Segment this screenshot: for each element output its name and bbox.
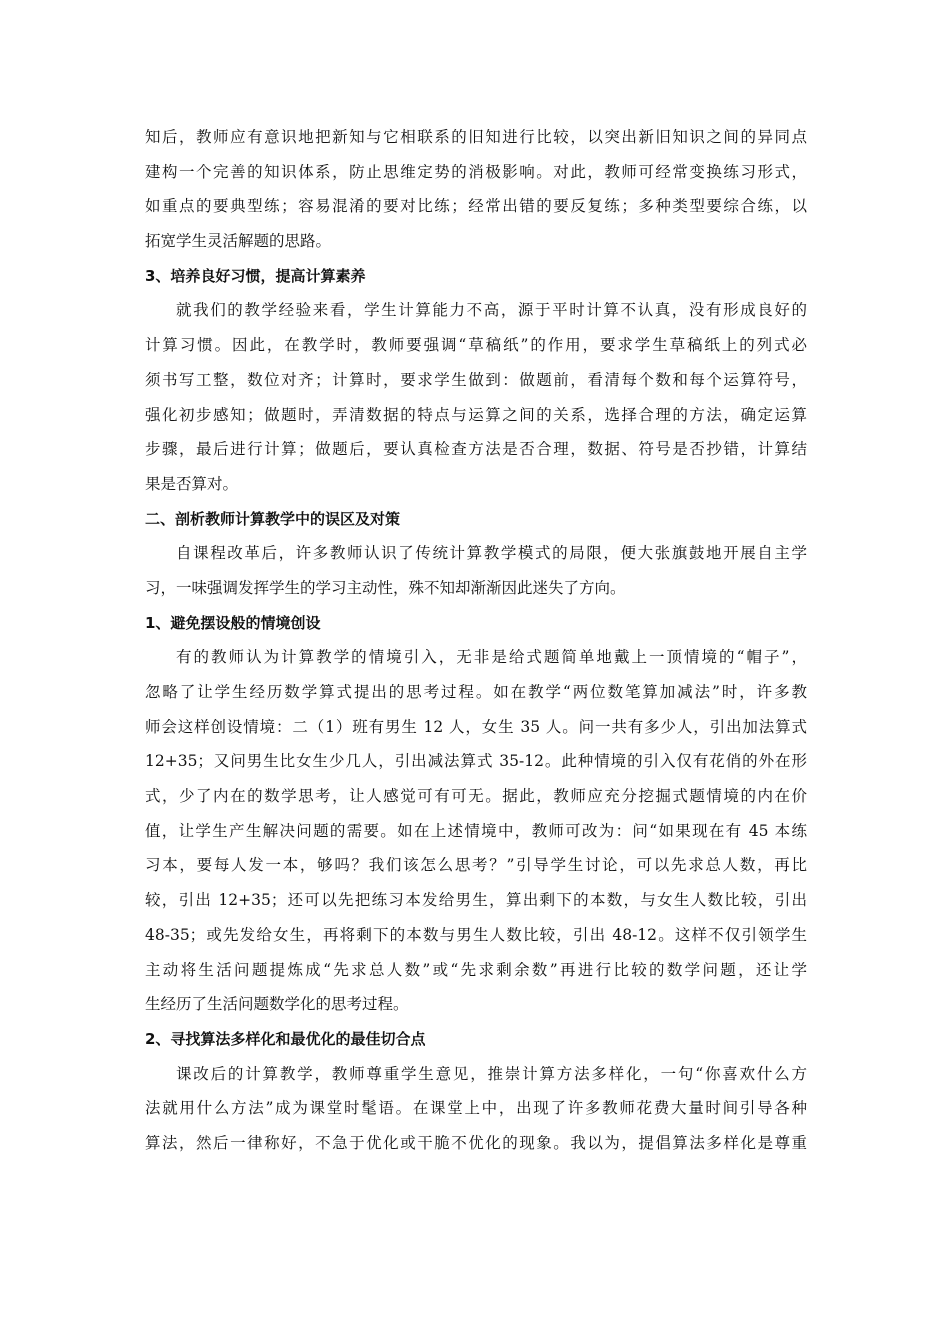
paragraph (145, 1057, 807, 1161)
text-line: 较，引出 12+35；还可以先把练习本发给男生，算出剩下的本数，与女生人数比较，引出 (145, 891, 807, 910)
section-heading: 1、避免摆设般的情境创设 (145, 613, 321, 632)
paragraph (145, 640, 807, 1022)
text-line: 算法，然后一律称好，不急于优化或干脆不优化的现象。我以为，提倡算法多样化是尊重 (145, 1133, 807, 1152)
text-line: 就我们的教学经验来看，学生计算能力不高，源于平时计算不认真，没有形成良好的 (176, 301, 807, 320)
text-line: 值，让学生产生解决问题的需要。如在上述情境中，教师可改为：问“如果现在有 45 本练 (145, 821, 807, 840)
text-line: 知后，教师应有意识地把新知与它相联系的旧知进行比较，以突出新旧知识之间的异同点 (145, 128, 807, 146)
text-line: 建构一个完善的知识体系，防止思维定势的消极影响。对此，教师可经常变换练习形式， (145, 162, 807, 181)
text-line: 习本，要每人发一本，够吗？我们该怎么思考？”引导学生讨论，可以先求总人数，再比 (145, 856, 807, 875)
text-line: 果是否算对。 (145, 474, 239, 493)
text-line: 计算习惯。因此，在教学时，教师要强调“草稿纸”的作用，要求学生草稿纸上的列式必 (145, 336, 807, 355)
section-heading: 3、培养良好习惯，提高计算素养 (145, 266, 366, 285)
text-line: 拓宽学生灵活解题的思路。 (145, 232, 332, 251)
text-line: 忽略了让学生经历数学算式提出的思考过程。如在教学“两位数笔算加减法”时，许多教 (145, 683, 807, 701)
text-line: 12+35；又问男生比女生少几人，引出减法算式 35-12。此种情境的引入仅有花俏的外在形 (145, 752, 807, 771)
text-line: 式，少了内在的数学思考，让人感觉可有可无。据此，教师应充分挖掘式题情境的内在价 (145, 787, 807, 806)
section-heading: 二、剖析教师计算教学中的误区及对策 (145, 509, 401, 528)
text-line: 步骤，最后进行计算；做题后，要认真检查方法是否合理，数据、符号是否抄错，计算结 (145, 440, 807, 459)
paragraph (145, 120, 807, 259)
text-line: 生经历了生活问题数学化的思考过程。 (145, 995, 409, 1014)
paragraph (145, 293, 807, 501)
document-page (145, 120, 807, 1161)
text-line: 自课程改革后，许多教师认识了传统计算教学模式的局限，便大张旗鼓地开展自主学 (176, 544, 807, 563)
text-line: 习，一味强调发挥学生的学习主动性，殊不知却渐渐因此迷失了方向。 (145, 578, 626, 597)
text-line: 法就用什么方法”成为课堂时髦语。在课堂上中，出现了许多教师花费大量时间引导各种 (145, 1099, 807, 1118)
text-line: 课改后的计算教学，教师尊重学生意见，推崇计算方法多样化，一句“你喜欢什么方 (176, 1064, 807, 1083)
text-line: 有的教师认为计算教学的情境引入，无非是给式题简单地戴上一顶情境的“帽子”， (176, 648, 807, 667)
section-heading: 2、寻找算法多样化和最优化的最佳切合点 (145, 1029, 426, 1048)
text-line: 师会这样创设情境：二（1）班有男生 12 人，女生 35 人。问一共有多少人，引出加法算式 (145, 717, 807, 736)
text-line: 强化初步感知；做题时，弄清数据的特点与运算之间的关系，选择合理的方法，确定运算 (145, 405, 807, 424)
text-line: 须书写工整，数位对齐；计算时，要求学生做到：做题前，看清每个数和每个运算符号， (145, 370, 807, 389)
text-line: 如重点的要典型练；容易混淆的要对比练；经常出错的要反复练；多种类型要综合练，以 (145, 197, 807, 216)
paragraph (145, 536, 807, 605)
text-line: 主动将生活问题提炼成“先求总人数”或“先求剩余数”再进行比较的数学问题，还让学 (145, 960, 807, 979)
text-line: 48-35；或先发给女生，再将剩下的本数与男生人数比较，引出 48-12。这样不仅引领学生 (145, 925, 807, 944)
